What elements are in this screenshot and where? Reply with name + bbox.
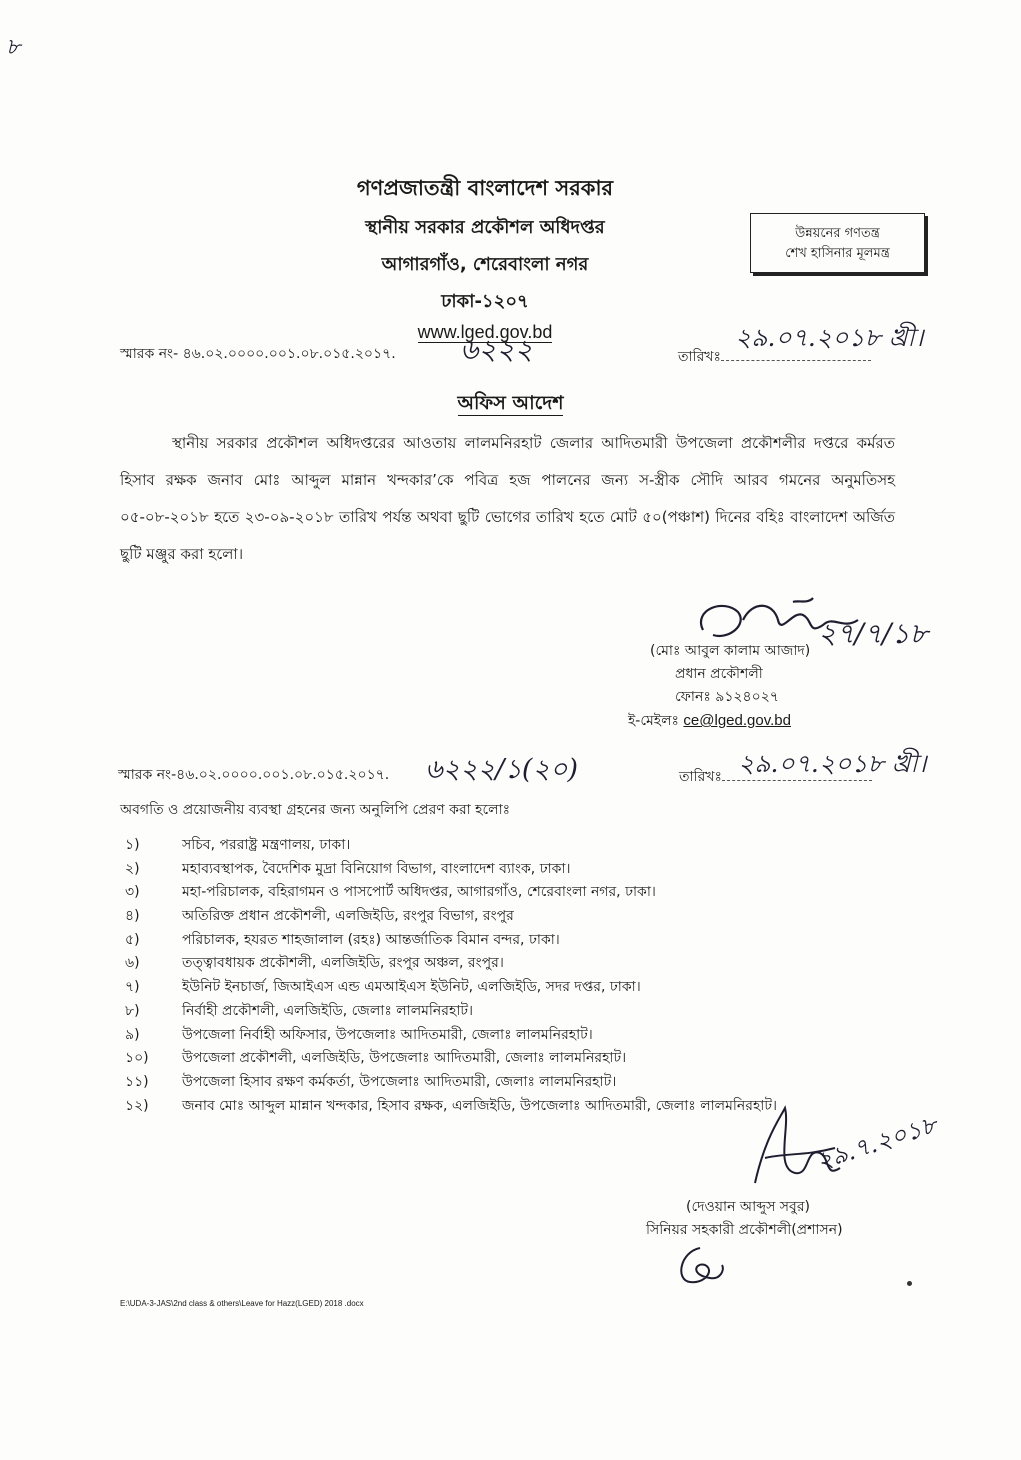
copy-list-item [125,1070,777,1094]
copy-list-number: ১১) [125,1073,149,1090]
signatory-1-designation: প্রধান প্রকৌশলী [675,666,763,682]
copy-list-number: ৩) [125,884,140,901]
signatory-1-name: (মোঃ আবুল কালাম আজাদ) [650,643,811,659]
copy-list-number: ৬) [125,955,140,972]
order-body [120,425,895,573]
copy-list-text: উপজেলা হিসাব রক্ষণ কর্মকর্তা, উপজেলাঃ আদিতমারী, জেলাঃ লালমনিরহাট। [182,1073,617,1090]
copy-list-number: ৯) [125,1026,140,1043]
email-link[interactable]: ce@lged.gov.bd [683,712,791,729]
order-body-text: স্থানীয় সরকার প্রকৌশল অধিদপ্তরের আওতায় লালমনিরহাট জেলার আদিতমারী উপজেলা প্রকৌশলীর দপ্তরে কর্মরত হিসাব রক্ষক জনাব মোঃ আব্দুল মান্নান খন্দকার’কে পবিত্র হজ পালনের জন্য স-স্ত্রীক সৌদি আরব গমনের অনুমতিসহ ০৫-০৮-২০১৮ হতে ২৩-০৯-২০১৮ তারিখ পর্যন্ত অথবা ছুটি ভোগের তারিখ হতে মোট ৫০(পঞ্চাশ) দিনের বহিঃ বাংলাদেশ অর্জিত ছুটি মঞ্জুর করা হলো। [120,434,895,563]
copy-list-item [125,904,777,928]
memo-ref-1: স্মারক নং- ৪৬.০২.০০০০.০০১.০৮.০১৫.২০১৭. [120,346,396,362]
copy-list-number: ৭) [125,979,140,996]
copy-list-text: উপজেলা নির্বাহী অফিসার, উপজেলাঃ আদিতমারী, জেলাঃ লালমনিরহাট। [182,1026,593,1043]
copy-list-item [125,975,777,999]
copy-list-item [125,1046,777,1070]
signature-2-handwritten-date: ২৯.৭.২০১৮ [813,1110,941,1176]
city-line: ঢাকা-১২০৭ [441,291,529,312]
memo-handwritten-date-2: ২৯.০৭.২০১৮ খ্রী। [738,749,927,778]
signatory-1 [628,640,810,733]
page-number: ৮ [6,35,21,60]
slogan-box [750,213,925,273]
copy-list-text: নির্বাহী প্রকৌশলী, এলজিইডি, জেলাঃ লালমনিরহাট। [182,1002,474,1019]
address-line: আগারগাঁও, শেরেবাংলা নগর [381,254,589,275]
copy-list-text: অতিরিক্ত প্রধান প্রকৌশলী, এলজিইডি, রংপুর বিভাগ, রংপুর [182,908,514,925]
copy-list-item [125,1023,777,1047]
signatory-2-designation: সিনিয়র সহকারী প্রকৌশলী(প্রশাসন) [646,1222,843,1238]
signatory-1-email-row [628,709,810,733]
copy-list-number: ১) [125,837,140,853]
memo-handwritten-no-1: ৬২২২ [460,333,533,366]
copy-list-number: ৮) [125,1002,140,1019]
signatory-2-name: (দেওয়ান আব্দুস সবুর) [686,1199,810,1215]
signature-1-handwritten-date: ২৭/৭/১৮ [818,617,928,650]
copy-list-number: ১২) [125,1097,149,1114]
copy-list-item [125,928,777,952]
copy-list-item [125,833,777,857]
copy-list-number: ১০) [125,1050,149,1067]
copy-list-text: জনাব মোঃ আব্দুল মান্নান খন্দকার, হিসাব রক্ষক, এলজিইডি, উপজেলাঃ আদিতমারী, জেলাঃ লালমনিরহাট। [182,1097,778,1114]
copy-list [125,833,777,1117]
memo-handwritten-no-2: ৬২২২/১(২০) [425,754,579,785]
copy-list-text: পরিচালক, হযরত শাহজালাল (রহঃ) আন্তর্জাতিক বিমান বন্দর, ঢাকা। [182,931,560,948]
copy-list-number: ২) [125,860,140,877]
copy-list-item [125,999,777,1023]
copy-list-item [125,857,777,881]
copy-list-text: ইউনিট ইনচার্জ, জিআইএস এন্ড এমআইএস ইউনিট, এলজিইডি, সদর দপ্তর, ঢাকা। [182,979,641,996]
date-label-1: তারিখঃ [678,349,721,365]
copy-list-item [125,1094,777,1118]
copy-list-number: ৪) [125,908,140,925]
email-label: ই-মেইলঃ [628,713,679,729]
slogan-line2: শেখ হাসিনার মূলমন্ত্র [785,246,890,261]
slogan-line1: উন্নয়নের গণতন্ত্র [795,226,880,241]
copy-list-text: উপজেলা প্রকৌশলী, এলজিইডি, উপজেলাঃ আদিতমারী, জেলাঃ লালমনিরহাট। [182,1050,627,1067]
copy-list-number: ৫) [125,931,140,948]
order-title-text: অফিস আদেশ [457,392,564,414]
copy-list-text: মহাব্যবস্থাপক, বৈদেশিক মুদ্রা বিনিয়োগ বিভাগ, বাংলাদেশ ব্যাংক, ঢাকা। [182,860,571,877]
signatory-2 [646,1196,843,1242]
copy-list-item [125,951,777,975]
copy-list-text: মহা-পরিচালক, বহিরাগমন ও পাসপোর্ট অধিদপ্তর, আগারগাঁও, শেরেবাংলা নগর, ঢাকা। [182,884,656,901]
signatory-1-phone: ফোনঃ ৯১২৪০২৭ [675,689,779,705]
copy-list-text: সচিব, পররাষ্ট্র মন্ত্রণালয়, ঢাকা। [182,837,351,853]
copy-list-text: তত্ত্বাবধায়ক প্রকৌশলী, এলজিইডি, রংপুর অঞ্চল, রংপুর। [182,955,504,972]
copy-intro: অবগতি ও প্রয়োজনীয় ব্যবস্থা গ্রহনের জন্য অনুলিপি প্রেরণ করা হলোঃ [120,802,511,818]
initial-mark [670,1240,730,1290]
date-label-2: তারিখঃ [679,769,722,785]
stray-dot [907,1281,912,1286]
department-name: স্থানীয় সরকার প্রকৌশল অধিদপ্তর [365,217,605,238]
memo-ref-2: স্মারক নং-৪৬.০২.০০০০.০০১.০৮.০১৫.২০১৭. [118,767,390,783]
order-title [0,389,1021,421]
file-path-footer: E:\UDA-3-JAS\2nd class & others\Leave for Hazz(LGED) 2018 .docx [120,1299,364,1308]
website-link[interactable]: www.lged.gov.bd [417,322,553,342]
memo-handwritten-date-1: ২৯.০৭.২০১৮ খ্রী। [735,323,924,352]
copy-list-item [125,880,777,904]
govt-name: গণপ্রজাতন্ত্রী বাংলাদেশ সরকার [356,176,614,200]
